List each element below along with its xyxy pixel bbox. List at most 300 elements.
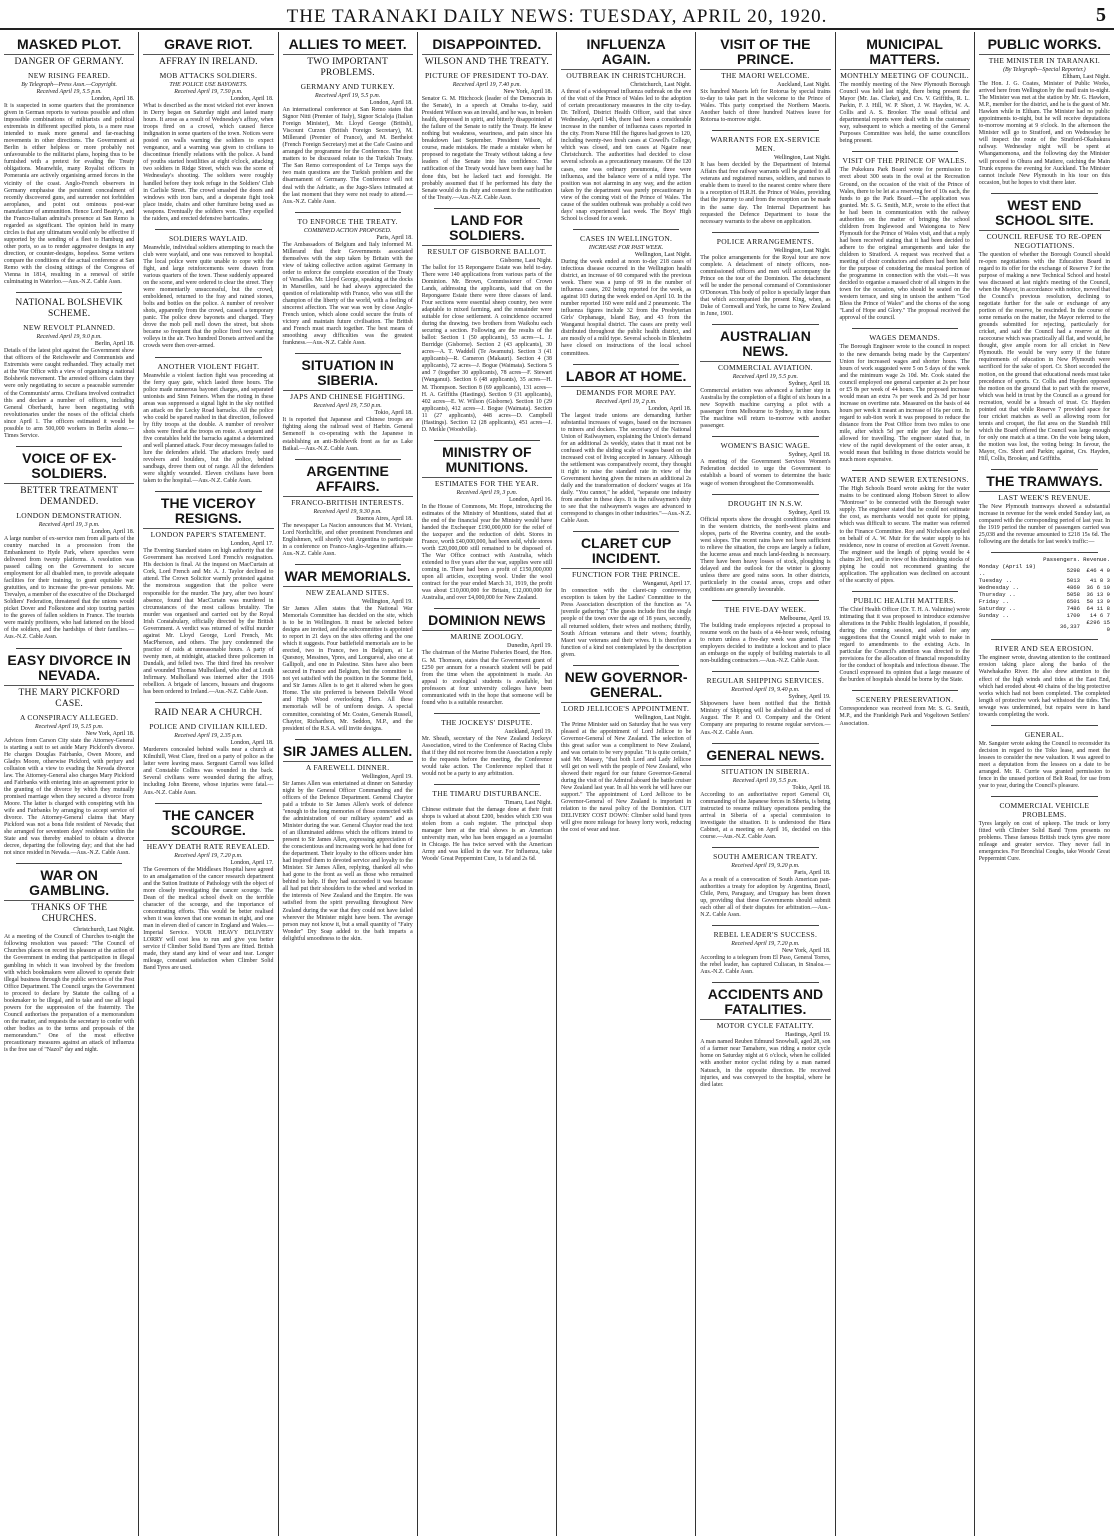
- received-line: Received April 19, 3 p.m.: [456, 489, 518, 496]
- article: [979, 197, 1110, 463]
- article: [143, 807, 273, 973]
- article-body: The Ambassadors of Belgium and Italy informed M. Millerand that their Governments associated themselves with the step taken by Britain with the view of taking collective action against Germany in order to enforce the complete execution of the Treaty of Versailles. Mr. Lloyd George, speaking at the docks in Marseilles, said he had always appreciated the question of relationship with France, who was still the champion of the liberty of the world, with a feeling of sincerest affection. The war was won by close Anglo-French union, which alone could secure the fruits of victory and maintain future civilisation. The British and French must march together. The best means of smoothing away difficulties was the greatest frankness.—Aus.-N.Z. Cable Assn.: [282, 241, 413, 347]
- article: [422, 612, 552, 706]
- section-heading: OUTBREAK IN CHRISTCHURCH.: [566, 71, 687, 80]
- section-heading: ESTIMATES FOR THE YEAR.: [434, 478, 539, 488]
- section-heading: FRANCO-BRITISH INTERESTS.: [291, 497, 405, 507]
- divider: [434, 208, 540, 209]
- section-heading: JAPS AND CHINESE FIGHTING.: [290, 392, 406, 402]
- article: [840, 694, 970, 727]
- article-body: According to a telegram from El Paso, General Torres, the rebel leader, has captured Culiacan, in Sinaloa.—Aus.-N.Z. Cable Assn.: [700, 955, 831, 976]
- article: [700, 36, 830, 124]
- divider: [712, 671, 818, 672]
- dateline: Hastings, April 19.: [785, 1032, 831, 1039]
- article-body: A large number of ex-service men from all parts of the country marched in a procession from the Embankment to Hyde Park, where speeches were delivered from twenty platforms. A resolution was passed calling on the Government to secure employment for all disabled men, to provide adequate facilities for their training, to grant equitable war gratuities, and to increase the pre-war pensions. Mr. Trevalyn, a member of the executive of the Discharged Soldiers' Federation, threatened that the unions would picket Dover and Folkestone and stop touring parties to the graves of fallen soldiers in France. The tourists were mainly profiteers, who had fattened on the blood of the soldiers, and the hardships of their families.—Aus.-N.Z. Cable Assn.: [4, 535, 135, 641]
- article: [422, 788, 552, 863]
- newspaper-title: THE TARANAKI DAILY NEWS: TUESDAY, APRIL 20, 1920.: [286, 6, 828, 27]
- article-body: Meanwhile a violent faction fight was proceeding at the ferry quay gate, which lasted three hours. The police made numerous bayonet charges, and separated unionists and Sinn Feiners. When the rioting in these areas was suppressed a signal light in the sky notified an attack on the Lecky Road barracks. All the police who could be spared rushed in that direction, followed by fifty troops at the double. A number of revolver shots were fired at the troops en route. A sergeant and five constables held the barracks against a determined and well planned attack. Four decoy messages failed to lure the defenders afield. The attackers freely used revolvers and boulders, but the police, behind sandbags, drove them out of range. All the defenders were slightly wounded. Eleven civilians have been taken to the hospital.—Aus.-N.Z. Cable Assn.: [143, 372, 274, 485]
- section-heading: MONTHLY MEETING OF COUNCIL.: [840, 71, 969, 80]
- table-cell: 50 13 9: [1086, 598, 1110, 606]
- article-body: Murderers concealed behind walls near a church at Kilmihill, West Clare, fired on a party of police as the latter were leaving mass. Sergeant Carroll was killed and Constable Collins was wounded in the back. Several civilians were wounded during the affray, including John Breene, whose injuries were fatal.—Aus.-N.Z. Cable Assn.: [143, 747, 274, 796]
- section-heading: WAGES DEMANDS.: [869, 333, 941, 343]
- section-heading: ANOTHER VIOLENT FIGHT.: [157, 361, 260, 371]
- table-cell: [979, 556, 1043, 563]
- headline: PUBLIC WORKS.: [979, 36, 1110, 55]
- divider: [991, 552, 1098, 553]
- divider: [434, 440, 540, 441]
- divider: [295, 212, 401, 213]
- received-line: Received April 19, 5.5 p.m.: [315, 93, 381, 99]
- divider: [712, 925, 818, 926]
- received-line: Received April 19, 7.20 p.m.: [731, 941, 800, 948]
- headline: GENERAL NEWS.: [700, 747, 830, 766]
- article: [4, 296, 134, 440]
- dateline: Gisborne, Last Night.: [500, 257, 552, 264]
- article: [4, 652, 134, 858]
- dateline: Tokio, April 18.: [374, 410, 413, 417]
- article: [700, 851, 830, 919]
- article: [561, 368, 691, 526]
- article: [283, 463, 413, 558]
- received-line: Received April 19, 3 p.m.: [38, 521, 100, 528]
- article: [283, 568, 413, 733]
- headline: WEST END SCHOOL SITE.: [979, 197, 1110, 231]
- section-heading: POLICE ARRANGEMENTS.: [716, 236, 814, 246]
- section-heading: THE MAORI WELCOME.: [721, 71, 810, 80]
- section-heading: COMMERCIAL AVIATION.: [717, 363, 813, 373]
- divider: [712, 600, 818, 601]
- dateline: Wellington, April 19.: [361, 773, 413, 780]
- article: [700, 675, 830, 736]
- table-row: [979, 612, 1110, 619]
- dateline: London, April 17.: [230, 541, 274, 548]
- received-line: Received April 19, 9.0 p.m.: [36, 334, 102, 341]
- article-body: The Governors of the Middlesex Hospital have agreed to an amalgamation of the cancer research department and the Sutton Institute of Pathology with the object of more closely investigating the cancer scourge. The Dean of the medical school dwelt on the terrible character of the scourge, and the importance of concentrating efforts. This would be better realised when it was known that one woman in eight, and one man in eleven died of cancer in England and Wales.—Imperial Service. YOUR HEAVY DELIVERY LORRY will cost less to run and give you better service if Climber Solid Band Tyres are fitted. British made, they stand any kind of wear and tear. Longer mileage, constant satisfaction when Climber Solid Band Tyres are used.: [143, 866, 274, 972]
- masthead: [0, 0, 1114, 30]
- received-line: Received April 19, 5.5 p.m.: [732, 374, 798, 381]
- received-line: Received April 19, 2.35 p.m.: [174, 733, 243, 740]
- article: [561, 535, 691, 658]
- article: [4, 36, 134, 286]
- section-heading: FUNCTION FOR THE PRINCE.: [571, 570, 681, 580]
- headline: VISIT OF THE PRINCE.: [700, 36, 830, 70]
- section-heading: NEW REVOLT PLANNED.: [23, 323, 116, 333]
- divider: [852, 151, 958, 152]
- article: [283, 743, 413, 943]
- article-body: According to an authoritative report General Oi, commanding of the Japanese forces in Siberia, is being instructed to resume military operations pending the arrival in Siberia of a special commission to investigate the situation. It is understood the Hara Cabinet, at a meeting on April 16, decided on this course.—Aus.-N.Z. Cable Assn.: [700, 791, 831, 840]
- article-body: A meeting of the Government Services Women's Federation decided to urge the Government to establish a board of women to determine the basic wage of women throughout the Commonwealth.: [700, 459, 831, 487]
- article-body: Details of the latest plot against the Government show that officers of the Reichswehr and Communists and Extremists were caught redhanded. They actually met at the War Office with a view of organising a national Bolshevik movement. The arrested officers claim they were only negotiating to secure a peaceable surrender of the Communists' arms. Civilians involved contradict this and declare a number of officers, including General Oberhardt, have been negotiating with revolutionaries under the noses of the official chiefs since April 1. The officers estimated it would be possible to arm 500,000 workers in Berlin alone.—Times Service.: [4, 348, 135, 439]
- section-heading: A CONSPIRACY ALLEGED.: [19, 712, 119, 722]
- article: [979, 473, 1110, 546]
- table-cell: Tuesday ..: [978, 577, 1013, 585]
- article: [143, 706, 273, 796]
- dateline: Sydney, April 18.: [788, 452, 831, 459]
- table-cell: 36 6 10: [1086, 584, 1110, 592]
- article: [700, 328, 830, 430]
- article: [979, 36, 1110, 187]
- subheadline: THE MARY PICKFORD CASE.: [18, 687, 120, 709]
- article-body: During the week ended at noon to-day 218 cases of infectious disease occurred in the Wellington health district, an increase of 60 compared with the previous week. There was a jump of 99 in the number of influenza cases, 202 being reported for the week, as against 103 during the week ended on April 10. In the number reported 160 were mild and 2 pneumonic. The influenza figures include 32 from the Presbyterian Girls' Orphanage, Island Bay, and 43 from the Wanganui hospital district. The cases are pretty well distributed throughout the public health district, and are mostly of a mild type. Several schools in Blenheim have closed on instructions of the local school committees.: [561, 258, 692, 357]
- table-cell: 36 13 9: [1086, 591, 1110, 599]
- page-number: 5: [1096, 4, 1106, 26]
- article: [561, 233, 691, 358]
- article: [840, 36, 970, 145]
- article-body: The Prime Minister said on Saturday that he was very pleased at the appointment of Lord Jellicoe to be Governor-General of New Zealand. The selection of this great sailor was a compliment to New Zealand, and was certain to be very popular. "It is quite certain," said Mr. Massey, "that both Lord and Lady Jellicoe will get on well with the people of New Zealand, who showed their regard for our future Governor-General during the visit of the Admiral aboard the battle cruiser New Zealand last year. In all his work he will have our support." The appointment of Lord Jellicoe to be Governor-General of New Zealand is important in relation to the naval policy of the Dominion. CUT DELIVERY COST DOWN: Climber solid band tyres will give more mileage for heavy lorry work, reducing the cost of wear and tear.: [561, 721, 692, 834]
- section-heading: DROUGHT IN N.S.W.: [727, 498, 803, 508]
- section-heading: DEMANDS FOR MORE PAY.: [576, 387, 677, 397]
- table-row: [979, 598, 1110, 605]
- section-heading: VISIT OF THE PRINCE OF WALES.: [842, 156, 967, 166]
- article-body: Official reports show the drought conditions continue in the western districts, the north-west plains and slopes, parts of the Riverina country, and the south-west slopes. The recent rains have not been sufficient to relieve the situation, the crops are largely a failure, the lucerne areas and much land-feeding is necessary. There have been heavy losses of stock, ploughing is delayed and the outlook for the winter is gloomy unless there are good rains soon. In other districts, particularly in the coastal areas, crops and other conditions are generally favourable.: [700, 516, 831, 594]
- dateline: Sydney, April 19.: [788, 509, 831, 516]
- article: [700, 440, 830, 487]
- article-body: The chairman of the Marine Fisheries Board, the Hon. G. M. Thomson, states that the Government grant of £250 per annum for a research student will be paid from the time when the appointment is made. An appeal to zoological students is available, but professors at four university colleges have been communicated with in the hope that someone will be found who is a suitable researcher.: [421, 650, 552, 706]
- dateline: New York, April 18.: [781, 948, 831, 955]
- article-body: The ballot for 15 Repongaere Estate was held to-day. There were 140 applications from various parts of the Dominion. Mr. Brown, Commissioner of Crown Lands, addressing the applicants, said that on the Repongaere Estate there were three classes of land. Four sections were essential sheep country, two were adaptable to mixed farming, and the remainder were suitable for close settlement. A coincidence occurred during the drawing, two brothers from Waikohu each securing a section. Following are the results of the ballot: Section 1 (50 applicants), 53 acres—L. J. Burridge (Gisborne). Section 2 (43 applicants), 30 acres—A. T. Waddell (Te Awamutu). Section 3 (41 applicants)—R. Cameron (Makauri). Section 4 (38 applicants), 72 acres—J. Bogue (Waimata). Sections 5 and 7 (together 30 applicants), 78 acres—F. Stewart (Wanganui). Section 6 (48 applicants), 35 acres—H. M. Thompson. Section 8 (69 applicants), 131 acres—H. A. Griffiths (Hastings). Section 9 (31 applicants), 402 acres—E. W. Wilson (Gisborne). Section 10 (29 applicants), 412 acres—J. Bogue (Waimata). Section 11 (27 applicants), 448 acres—D. Campbell (Hastings). Section 12 (28 applicants), 451 acres—J. D. Meikle (Woodville).: [421, 264, 552, 433]
- article-body: Mr. Sheath, secretary of the New Zealand Jockeys' Association, wired to the Conference of Racing Clubs that if they did not receive from the Association a reply to the requests before the meeting, the Conference would take action. The Conference replied that it would not be a party to any arbitration.: [421, 735, 552, 778]
- dateline: London, April 18.: [91, 528, 135, 535]
- table-cell: 5298: [1066, 566, 1081, 574]
- section-heading: WATER AND SEWER EXTENSIONS.: [840, 475, 969, 485]
- dateline: New York, April 18.: [85, 730, 135, 737]
- article-body: Chinese estimate that the damage done at their fruit shops is valued at about £200, besides which £30 was stolen from a cash register. The principal shop manager here at the trial shows is an American university man, who has been engaged as a journalist in Chicago. He has twice served with the American Army and was killed in the war. For Influenza, take Woods' Great Peppermint Cure, 1s 6d and 2s 6d.: [421, 807, 552, 863]
- received-line: Received April 19, 7.50 p.m.: [313, 403, 382, 410]
- subheadline: TWO IMPORTANT PROBLEMS.: [307, 57, 388, 78]
- received-line: Received April 19, 2 p.m.: [595, 398, 657, 405]
- divider: [852, 328, 958, 329]
- headline: DISAPPOINTED.: [422, 36, 552, 55]
- section-heading: NEW ZEALAND SITES.: [305, 587, 390, 597]
- article: [283, 216, 413, 348]
- article: [700, 747, 830, 841]
- headline: MUNICIPAL MATTERS.: [840, 36, 970, 70]
- article-body: It is reported that Japanese and Chinese troops are fighting along the railroad west of Harbin. General Semenoff is co-operating with the Japanese in establishing an anti-Bolshevik front as far as Lake Baikal.—Aus.-N.Z. Cable Assn.: [282, 417, 413, 452]
- section-heading: THE TIMARU DISTURBANCE.: [432, 789, 542, 799]
- headline: CLARET CUP INCIDENT.: [561, 535, 691, 569]
- dateline: London, April 17.: [230, 859, 274, 866]
- section-heading: LAST WEEK'S REVENUE.: [998, 493, 1091, 503]
- section-heading: NEW RISING FEARED.: [28, 71, 111, 80]
- dateline: Wellington, Last Night.: [773, 155, 831, 162]
- divider: [295, 564, 401, 565]
- newspaper-columns: [0, 32, 1114, 1536]
- table-cell: Thursday ..: [978, 591, 1016, 599]
- byline: (By Telegraph—Special Reporter.): [1003, 67, 1086, 73]
- section-heading: SCENERY PRESERVATION.: [855, 695, 954, 705]
- article: [4, 450, 134, 642]
- article-body: The largest trade unions are demanding further substantial increases of wages, based on the increases to miners and dockers. The secretary of the National Union of Railwaymen, explaining the Union's demand for an additional 2s weekly, states that it must not be confused with the sliding scale of wages based on the increased cost of living accepted in January. Although the settlement was comparatively recent, they thought it right to raise the standard rate in view of the Government having given the miners an additional 2s daily and the transformation of dockers' wages at 16s daily. "You cannot," he added, "separate one industry from another in these days. It is the railwaymen's duty to see that the railwaymen's wages are advanced to correspond to changes in other industries."—Aus.-N.Z. Cable Assn.: [561, 412, 692, 525]
- dateline: London, April 18.: [91, 96, 135, 102]
- article: [4, 867, 134, 1054]
- article-body: What is described as the most wicked riot ever known in Derry began on Saturday night and lasted many hours. It arose as a result of Wednesday's affray, when troops fired on a crowd, which caused fierce indignation in some quarters of the town. Notices were posted on walls warning the soldiers to expect vengeance, and a warning was given to civilians to discontinue friendly relations with the police. A band of youths started hostilities at eight o'clock, attacking two soldiers in Ridge Street, which was the scene of Wednesday's shooting. The soldiers were roughly handled before they took refuge in the Soldiers' Club in Carlisle Street. The crowd smashed the doors and windows with iron bars, and a desperate fight took place inside, chairs and other furniture being used as weapons. Eventually the soldiers won. They expelled the raiders, and erected defensive barricades.: [143, 103, 274, 222]
- article-body: Commercial aviation was advanced a further step in Australia by the completion of a flight of six hours in a new Sopwith machine carrying a pilot with a passenger from Melbourne to Sydney, in nine hours. The machine will return to-morrow with another passenger.: [700, 388, 831, 430]
- divider: [852, 591, 958, 592]
- byline: COMBINED ACTION PROPOSED.: [303, 227, 392, 234]
- received-line: Received April 19, 7.20 p.m.: [174, 852, 243, 859]
- dateline: Sydney, April 18.: [788, 381, 831, 388]
- article: [422, 717, 552, 778]
- section-heading: COMMERCIAL VEHICLE PROBLEMS.: [999, 801, 1090, 820]
- article-body: The question of whether the Borough Council should re-open negotiations with the Education Board in regard to its offer for the exchange of Reserve 7 for the purpose of making a new Technical School and hostel was discussed at last night's meeting of the Council, when the Mayor, in accordance with notice, moved that the Council's previous resolution, declining to negotiate further for the sale or exchange of any portion of the reserve, be rescinded. In the course of some remarks on the matter, the Mayor referred to the grounds submitted for rejecting, particularly for cricket, and said the Council had a reserve at the racecourse which was practically all flat, and would, he thought, give ample room for all cricket in New Plymouth. He would be very sorry if the future requirements of education in New Plymouth were sacrificed for the sake of sport. Cr. Short seconded the motion, on the ground that educational needs must take precedence of sports. Cr. Collis and Hayden opposed the motion on the ground that to part with the reserve, which was held in trust by the Council as a ground for recreation, would be a breach of trust. Cr. Hayden pointed out that while Reserve 7 provided space for four cricket matches as well as allowing room for tennis and croquet, the flat area on the Standish Hill which the Board offered the Council was large enough for only one match at a time. On the vote being taken, the motion was lost, the voting being: In favour, the Mayor, Crs. Short and Parkin; against, Crs. Hayden, Hill, Collis, Brooker, and Griffiths.: [978, 251, 1110, 463]
- section-heading: SOUTH AMERICAN TREATY.: [713, 851, 818, 861]
- article: [143, 361, 273, 486]
- article-body: The High Schools Board wrote asking for the water mains to be continued along Hobson Street to allow "Montrose" to be connected with the Borough water supply. The engineer stated that he could not estimate the cost, as merchants would not quote for piping, which was difficult to secure. The matter was referred to the Finance Committee. Roy and Nicholson applied on behalf of A. W. Muir for the water supply to his residence, now in course of erection at Govett Avenue. The engineer said the length of piping would be 4 chains 20 feet, and in view of his diminishing stocks of piping he could not recommend granting the application. The application was declined on account of the scarcity of pipes.: [839, 486, 970, 584]
- subheadline: BETTER TREATMENT DEMANDED.: [20, 485, 118, 507]
- headline: LAND FOR SOLDIERS.: [422, 212, 552, 246]
- section-heading: SITUATION IN SIBERIA.: [721, 766, 810, 776]
- divider: [712, 494, 818, 495]
- dateline: Berlin, April 18.: [94, 341, 135, 348]
- dateline: Wellington, Last Night.: [634, 714, 692, 721]
- headline: ALLIES TO MEET.: [283, 36, 413, 55]
- section-heading: THE JOCKEYS' DISPUTE.: [441, 717, 533, 727]
- section-heading: THE MINISTER IN TARANAKI.: [988, 56, 1101, 65]
- table-header: [979, 556, 1110, 563]
- divider: [155, 357, 261, 358]
- section-heading: RIVER AND SEA EROSION.: [995, 644, 1094, 654]
- table-cell: 4860: [1066, 584, 1081, 592]
- article: [422, 36, 552, 202]
- headline: INFLUENZA AGAIN.: [561, 36, 691, 70]
- article: [283, 36, 413, 206]
- dateline: Tokio, April 18.: [792, 784, 831, 791]
- article-body: The Borough Engineer wrote to the council in respect to the new demands being made by the Carpenters' Union for increased wages and shorter hours. The hours of work suggested were 5 on 5 days of the week and the minimum wage 2s 10d. Mr. Cook stated the council employed one general carpenter at 2s per hour or £5 8s per week of 44 hours. The proposed increase would mean an extra 7s per week and 2s 3d per hour increase on overtime rate. Measured on the basis of 44 hours per week it meant an increase of 16s per cent. In regard to sub-tion work it was proposed to reduce the distance from the Post Office from two miles to one mile, after which 5d per mile per day had to be allowed for travelling. The engineer stated that, in view of the rapid development of the outer areas, it would mean that building in those districts would be much more expensive.: [839, 344, 970, 464]
- section-heading: MOTOR CYCLE FATALITY.: [716, 1021, 814, 1031]
- dateline: London, April 18.: [369, 100, 413, 106]
- article-body: Tyres largely on cost of upkeep. The truck or lorry fitted with Climber Solid Band Tyres presents no problems. These famous British truck tyres give more mileage and greater service. They never fail in emergencies. For Bronchial Coughs, take Woods' Great Peppermint Cure.: [978, 821, 1110, 863]
- article: [840, 595, 970, 685]
- dateline: Wanganui, April 17.: [642, 581, 692, 588]
- section-heading: LORD JELLICOE'S APPOINTMENT.: [563, 703, 690, 713]
- subheadline: NATIONAL BOLSHEVIK SCHEME.: [15, 298, 123, 320]
- received-line: Received April 19, 9.30 p.m.: [313, 508, 382, 515]
- dateline: Wellington, Last Night.: [773, 247, 831, 254]
- table-row: [979, 563, 1110, 577]
- byline: INCREASE FOR PAST WEEK.: [588, 244, 664, 251]
- divider: [573, 229, 679, 230]
- byline: By Telegraph—Press Assn.—Copyright.: [21, 82, 118, 88]
- table-cell: 5013: [1066, 577, 1081, 585]
- table-cell: 6501: [1066, 598, 1081, 606]
- divider: [852, 470, 958, 471]
- table-cell: 41 8 3: [1089, 577, 1110, 585]
- table-cell: 7486: [1066, 605, 1081, 613]
- section-heading: HEAVY DEATH RATE REVEALED.: [146, 841, 270, 851]
- article: [840, 332, 970, 464]
- dateline: Timaru, Last Night.: [504, 800, 552, 807]
- section-heading: GERMANY AND TURKEY.: [300, 82, 395, 91]
- table-row: [979, 577, 1110, 584]
- table-cell: [979, 619, 1043, 633]
- article-body: The Chief Health Officer (Dr. T. H. A. Valintine) wrote intimating that it was proposed to introduce extensive alterations in the Public Health legislation, if possible, during the coming session, and asked for any suggestions that the Council might wish to make in regard to amendments to the existing Acts. In particular the Council's attention was directed to the provisions for the allocation of financial responsibility for the conduct of hospitals and infectious disease. The Council expressed its opinion that a large measure of the burden of hospitals should be borne by the State.: [839, 606, 970, 684]
- table-cell: 1709: [1066, 612, 1081, 620]
- section-heading: LONDON PAPER'S STATEMENT.: [150, 530, 267, 540]
- section-heading: TO ENFORCE THE TREATY.: [297, 216, 398, 226]
- headline: THE CANCER SCOURGE.: [143, 807, 273, 841]
- table-cell: Passengers.: [1043, 556, 1081, 564]
- dateline: Eltham, Last Night.: [1062, 74, 1110, 80]
- article: [979, 643, 1110, 718]
- article-body: A man named Reuben Edmund Snowball, aged 28, son of a farmer near Tamahere, was riding a motor cycle home on Saturday night at 6 o'clock, when he collided with another motor cyclist riding by a man named Natusch, in the opposite direction. He received injuries, and was conveyed to the hospital, where he died later.: [700, 1039, 831, 1088]
- section-heading: CASES IN WELLINGTON.: [580, 233, 673, 243]
- article-body: It has been decided by the Department of Internal Affairs that free railway warrants will be granted to all veterans and registered nurses, soldiers, and nurses to enable them to travel to the nearest centre where there is a reception of H.R.H. the Prince of Wales, providing that the journey to and from the reception can be made in the same day. The Internal Department has requested the Defence Department to issue the necessary warrants to the above on application.: [700, 162, 831, 225]
- headline: THE TRAMWAYS.: [979, 473, 1110, 492]
- headline: MASKED PLOT.: [4, 36, 134, 55]
- section-heading: THE FIVE-DAY WEEK.: [724, 605, 807, 615]
- section-heading: REGULAR SHIPPING SERVICES.: [706, 676, 825, 686]
- divider: [16, 863, 122, 864]
- article: [700, 498, 830, 595]
- divider: [991, 725, 1098, 726]
- article: [283, 357, 413, 452]
- article: [561, 669, 691, 835]
- table-total: [979, 619, 1110, 633]
- article-body: A threat of a widespread influenza outbreak on the eve of the visit of the Prince of Wales led to the adoption of certain precautionary measures in the city to-day. Dr. Telford, District Health Officer, said that since Wednesday, April 14th, there had been a considerable increase in the number of influenza cases reported in the city. From Nurse Hill the figures had grown to 120, including twenty-two fresh cases at Cowell's College, which was closed, and ten cases at Ngaire near Christchurch. The authorities had decided to close several schools as a precautionary measure. Of the 120 cases, one was ordinary pneumonia, three were influenza, and the balance were of a mild type. The position was not alarming in any way, and the action taken by the department was purely precautionary in view of the coming visit of the Prince of Wales. The cause of the sudden outbreak was probably a cold two days' snap experienced last week. The Boys' High School is closed for a week.: [561, 89, 692, 222]
- received-line: Received April 19, 5.5 p.m.: [36, 89, 102, 95]
- article-body: The Pukekura Park Board wrote for permission to erect about 300 seats in the oval at the Recreation Ground, on the occasion of the visit of the Prince of Wales, there to be let at a reserving fee of 10s each, the funds to go the Park Board.—The application was granted. Mr. S. G. Smith, M.P., wrote to the effect that he had been in communication with the railway authorities on the matter of bringing the school children from Inglewood and Waiongona to New Plymouth for the Prince of Wales visit, and that a reply had been received stating that it had been decided to adhere to the original arrangements and take the children to Stratford. A request was received that a meeting of choir conductors and others had been held for the purpose of considering the musical portion of the programme in connection with the visit.—It was decided to organise a massed choir of all singers in the town for the occasion, who should be seated on the western terrace, and sing in unison the anthem "God Bless the Prince of Wales" and the chorus of the song "Land of Hope and Glory." The proposal received the approval of the council.: [839, 167, 970, 322]
- article: [700, 134, 830, 225]
- headline: GRAVE RIOT.: [143, 36, 273, 55]
- divider: [295, 353, 401, 354]
- dateline: Melbourne, April 19.: [779, 616, 831, 623]
- headline: SIR JAMES ALLEN.: [283, 743, 413, 762]
- dateline: Auckland, April 19.: [504, 728, 552, 735]
- article-body: The Evening Standard states on high authority that the Government has received Lord French's resignation. His decision is final. At the inquest on MacCurtain at Cork, Lord French and Mr. A. J. Taylor declined to attend. The Crown Solicitor warmly protested against the monstrous suggestion that the police were responsible for the murder. The jury, after two hours' absence, found that MacCurtain was murdered in circumstances of the most callous brutality. The murder was organised and carried out by the Royal Irish Constabulary, officially directed by the British Government. A verdict was returned of wilful murder against Mr. Lloyd George, Lord French, Mr. MacPherson, and others. The jury condemned the practice of raids at unreasonable hours. A party of twenty men, at midnight, attacked three policemen in Dundalk, and felled two. The third fired his revolver and wounded Thomas Mulholland, who died at Louth Infirmary. Mulholland was interned after the 1916 rebellion. A brigade of lancers, hussars and dragoons has been ordered to Ireland.—Aus.-N.Z. Cable Assn.: [143, 548, 274, 696]
- article: [700, 929, 830, 976]
- article: [700, 236, 830, 318]
- subheadline: DANGER OF GERMANY.: [14, 57, 124, 67]
- dateline: Buenos Aires, April 18.: [356, 515, 413, 522]
- section-heading: A FAREWELL DINNER.: [305, 762, 390, 772]
- dateline: Dunedin, April 19.: [507, 643, 552, 650]
- divider: [295, 739, 401, 740]
- headline: LABOR AT HOME.: [561, 368, 691, 387]
- dateline: London, April 18.: [648, 405, 692, 412]
- article-body: The police arrangements for the Royal tour are now complete. A detachment of ninety officers, non-commissioned officers and men will accompany the Prince on the tour of the Dominion. The detachment will be under the personal command of Commissioner O'Donovan. This body of police is specially larger than that which accompanied the present King, when, as Duke of Cornwall and York, he came to New Zealand in June, 1901.: [700, 254, 831, 318]
- headline: EASY DIVORCE IN NEVADA.: [4, 652, 134, 686]
- byline: THE POLICE USE BAYONETS.: [169, 82, 248, 88]
- section-heading: SOLDIERS WAYLAID.: [168, 233, 248, 243]
- received-line: Received April 19, 5.15 p.m.: [35, 723, 104, 730]
- received-line: Received April 19, 7.40 p.m.: [452, 82, 521, 88]
- received-line: Received April 19, 7.50 p.m.: [174, 89, 243, 95]
- subheadline: THANKS OF THE CHURCHES.: [30, 903, 108, 925]
- divider: [712, 743, 818, 744]
- column-6: [696, 32, 835, 1536]
- article-body: Sir James Allen was entertained at dinner on Saturday night by the General Officer Commanding and the officers of the Defence Department. General Chaytor paid a tribute to Sir James Allen's work of defence "enough to the long memories of those connected with the administration of our military system" and as Minister during the war. General Chaytor read the text of an illuminated address which the officers intend to present to Sir James Allen, expressing appreciation of the conscientious and increasing work he had done for the department. Their loyalty to the officers under him had inspired them to devoted service and loyalty to the Minister. Sir James Allen, replying, thanked all who had gone to the front as well as those who remained behind to help. If they had succeeded it was because all had put their shoulders to the wheel and worked in the interests of New Zealand and the Empire. He was satisfied from the spirit prevailing throughout New Zealand during the war that they could not have failed wherever the Minister might have been. The average person may not know it, but a small quantity of "Fairy Wonder" Dry Soap added to the bath imparts a delightful smoothness to the skin.: [282, 780, 413, 942]
- dateline: London, April 16.: [509, 496, 552, 503]
- table-row: [979, 591, 1110, 598]
- article-body: In connection with the claret-cup controversy, exception is taken by the Ladies' Committee to the Press Association description of the function as "A juvenile gathering." The guests include first the single people of the town over the age of 18 years, secondly, all returned soldiers, their wives and mothers; thirdly, South African veterans and their wives; fourthly, Maori war veterans and their wives. It is therefore a function of a kind not contemplated by the description given.: [561, 588, 692, 658]
- subheadline: WILSON AND THE TREATY.: [424, 57, 549, 67]
- divider: [573, 531, 679, 532]
- headline: DOMINION NEWS: [422, 612, 552, 631]
- table-row: [979, 605, 1110, 612]
- headline: VOICE OF EX-SOLDIERS.: [4, 450, 134, 484]
- section-heading: WARRANTS FOR EX-SERVICE MEN.: [710, 135, 821, 154]
- column-5: [557, 32, 696, 1536]
- divider: [295, 459, 401, 460]
- article-body: An international conference at San Remo states that Signor Nitti (Premier of Italy), Signor Scialoja (Italian Foreign Minister), Mr. Lloyd George (British), Viscount Curzon (British Foreign Secretary), M. Millerand (Premier of France), and M. Berthelot (French Foreign Secretary) met at the Cafe Casino and arranged the programme for the Conference. The first matters to be discussed relate to the Turkish Treaty. The San Remo correspondent of Le Temps says the two main questions are the Turkish problem and the disarmament of Germany. The Conference will not deal with the Adriatic, as the Jugo-Slavs intimated at the last moment that they were not ready to attend.—Aus.-N.Z. Cable Assn.: [282, 107, 413, 205]
- dateline: Paris, April 18.: [794, 869, 831, 876]
- column-9: [975, 32, 1114, 1536]
- dateline: London, April 18.: [230, 96, 274, 102]
- divider: [434, 608, 540, 609]
- article: [840, 155, 970, 322]
- table-cell: Monday (April 19) ..: [978, 563, 1036, 578]
- section-heading: MARINE ZOOLOGY.: [450, 632, 524, 642]
- divider: [991, 639, 1098, 640]
- article-body: In the House of Commons, Mr. Hope, introducing the estimates of the Ministry of Munitions, stated that at the end of the financial year the Ministry would have handed the Exchequer £190,000,000 for the relief of the taxpayer and the reduction of debt. Stores in France, worth £40,000,000, had been sold, while stores worth £20,000,000 still remained to be disposed of. The War Office contract with Australia, which extended to five years after the war, supplies were still coming in. There had been a profit of £150,000,000 upon all articles, excepting wool. Under the wool contract for the year ended March 31, 1919, the profit was about £10,000,000 for Britain, £12,000,000 for Australia, and over £4,000,000 for New Zealand.: [421, 503, 552, 602]
- article: [979, 800, 1110, 863]
- article-body: Senator G. M. Hitchcock (leader of the Democrats in the Senate), in a speech at Omaha to-day, said President Wilson was an invalid, and he was, in broken health, depressed in spirit, and bitterly disappointed at the failure of the Senate to ratify the Treaty. He knew nothing but weakness, weariness, and pain since his breakdown last September. President Wilson, of course, made mistakes. He made a mistake when he proposed to negotiate the Treaty without taking a few leaders of the Senate into his confidence. The ratification of the Treaty would have been easy had he done this, but he lacked tact and foresight. He probably assumed that if he performed his duty the Senate would do its duty and consent to the ratification of the Treaty.—Aus.-N.Z. Cable Assn.: [421, 96, 552, 201]
- section-heading: GENERAL.: [1024, 729, 1065, 739]
- dateline: Auckland, Last Night.: [777, 82, 831, 88]
- revenue-table: [979, 556, 1110, 633]
- column-2: [139, 32, 278, 1536]
- table-cell: Wednesday ..: [978, 584, 1020, 592]
- article-body: Meanwhile, individual soldiers attempting to reach the club were waylaid, and one was removed to hospital. The local police were quite unable to cope with the fight, and large reinforcements were drawn from various quarters of the town. These suddenly appeared on the scene, and were ordered to clear the street. They were momentarily unsuccessful, but the crowd, emboldened, returned to the fray and rained stones, bolts and bottles on the police. A number of revolver shots, apparently from the crowd, caused a temporary panic. The police drew bayonets and charged. They drove the mob pell mell down the street, but shots became so frequent that the police fired two warning volleys in the air. Two hundred Dorsets arrived and the crowds were then over-armed.: [143, 244, 274, 350]
- divider: [712, 436, 818, 437]
- article-body: Shipowners have been notified that the British Ministry of Shipping will be abolished at the end of August. The P. and O. Company and the Orient Company are preparing to resume regular services.—Aus.-N.Z. Cable Assn.: [700, 701, 831, 736]
- article: [840, 474, 970, 585]
- dateline: Christchurch, Last Night.: [73, 927, 135, 934]
- article-body: Mr. Sangster wrote asking the Council to reconsider its decision in regard to the Toko lease, and meet the lessees to consider the new valuation. It was agreed to meet a deputation from the lessees on a date to be arranged. Mr. R. Currie was granted permission to fence in the unused portion of Belt Road, for use from year to year, during the Council's pleasure.: [978, 740, 1110, 790]
- headline: SITUATION IN SIBERIA.: [283, 357, 413, 391]
- headline: AUSTRALIAN NEWS.: [700, 328, 830, 362]
- dateline: Paris, April 18.: [376, 234, 413, 241]
- article-body: Sir James Allen states that the National War Memorials Committee has decided on the site, which is to be in Wellington. It must be selected before designs are invited, and the subcommittee is appointed to report in 21 days on the sites offering and the one which it suggests. Four battlefield memorials are to be erected, two in France, two in Belgium, at Le Quesnoy, Messines, Ypres, and Longueval, also one at Gallipoli, and one in Palestine. Sites have also been secured in France and Belgium, but the committee is not yet satisfied with the position in the Somme field, and Sir James Allen is to get it altered when he goes Home. The site preferred is between Delville Wood and High Wood overlooking Flers. All these memorials will be of uniform design. A special committee, consisting of Mr. Coates, Generals Russell, Chaytor, Richardson, Mr. Seddon, M.P., and the president of the R.S.A. will invite designs.: [282, 605, 413, 732]
- column-7: [836, 32, 975, 1536]
- section-heading: PICTURE OF PRESIDENT TO-DAY.: [424, 71, 549, 80]
- divider: [434, 713, 540, 714]
- article-body: Six hundred Maoris left for Rotorua by special trains to-day to take part in the welcome to the Prince of Wales. This party comprised the Northern Maoris. Another batch of three hundred Natives leave for Rotorua to-morrow night.: [700, 89, 831, 124]
- divider: [155, 803, 261, 804]
- table-cell: 5058: [1066, 591, 1081, 599]
- table-row: [979, 584, 1110, 591]
- divider: [573, 364, 679, 365]
- article-body: The building trade employees rejected a proposal to resume work on the basis of a 44-hour week, refusing to return unless a five-day week was granted. The employers decided to institute a lockout and to place an embargo on the supply of building materials to all non-building contractors.—Aus.-N.Z. Cable Assn.: [700, 623, 831, 665]
- column-4: [418, 32, 557, 1536]
- article: [422, 212, 552, 434]
- divider: [991, 193, 1098, 194]
- divider: [434, 784, 540, 785]
- section-heading: COUNCIL REFUSE TO RE-OPEN NEGOTIATIONS.: [986, 231, 1103, 250]
- article: [561, 36, 691, 223]
- received-line: Received April 19, 5.5 p.m.: [732, 777, 798, 784]
- headline: THE VICEROY RESIGNS.: [143, 495, 273, 529]
- table-cell: 14 6 7: [1089, 612, 1110, 620]
- divider: [991, 796, 1098, 797]
- article-body: The engineer wrote, drawing attention to the continued erosion taking place along the banks of the Waiwhakaiho River. He also drew attention to the effect of the high winds and tides at the East End, which had eroded about 40 chains of the big protective works which had not been completed. The completed length of protective work had withstood the tides. The sewage was undermined, but repairs were in hand towards completing the work.: [978, 655, 1110, 718]
- dateline: New York, April 18.: [503, 89, 552, 95]
- section-heading: WOMEN'S BASIC WAGE.: [720, 441, 811, 451]
- article-body: The monthly meeting of the New Plymouth Borough Council was held last night, there being present the Mayor (Mr. Jas. Clarke), and Crs. V. Griffiths, R. L. Parkin, F. J. Hill, W. P. Short, J. W. Hayden, W. A. Collis and A. S. Brooker. The usual official and departmental reports were dealt with in the customary way, subsequent to which a meeting of the General Purposes Committee was held, the same councillors being present.: [839, 82, 970, 145]
- section-heading: LONDON DEMONSTRATION.: [16, 510, 122, 520]
- article-body: As a result of a convocation of South American pan-authorities a treaty for adoption by Argentina, Brazil, Chile, Peru, Paraguay, and Uruguay has been drawn up, providing that these Governments should submit each other all of their disputes for arbitration.—Aus.-N.Z. Cable Assn.: [700, 876, 831, 919]
- article-body: It is suspected in some quarters that the prominence given in German reports to various possible and often impossible combinations of militarists and political extremists in different specified plots, is a mere ruse intended to mask more general and far-reaching movements in other directions. The Government at Berlin is either helpless or more probably not unfavourable to the militarist plans, hoping thus to be furnished with a pretext for evading the Treaty obligations. Meanwhile, many Royalist officers in Pomerania are actively organising armed forces in the vicinity of the coast. Anglo-French observers in Germany emphasise the persistent concealment of recently discovered guns, and surrender not forbidden aeroplanes, and point out ominous post-war manufacture of ammunition. Hence Lord Beatty's, and the Franco-Italian admiral's presence at San Remo is regarded as significant. The opinion held in many circles is that any ultimatum would only be effective if supported by the sending of a fleet to Hamburg and other ports, so as to render aggressive designs in any direction, or counter-designs, hopeless. Some writers compare the conditions of the actual conference at San Remo with the closing sittings of the Congress of Vienna in 1814, resulting in a renewal of strife culminating in Waterloo.—Aus.-N.Z. Cable Assn.: [4, 103, 135, 286]
- divider: [155, 702, 261, 703]
- article: [979, 556, 1110, 633]
- divider: [155, 229, 261, 230]
- column-3: [279, 32, 418, 1536]
- dateline: Christchurch, Last Night.: [630, 82, 692, 88]
- headline: WAR MEMORIALS.: [283, 568, 413, 587]
- article-body: The New Plymouth tramways showed a substantial increase in revenue for the week ended Sunday last, as compared with the corresponding period of last year. In the 1919 period the number of passengers carried was 25,038 and the revenue amounted to £218 15s 6d. The following are the details for last week's traffic:—: [978, 504, 1110, 546]
- article-body: The Hon. J. G. Coates, Minister of Public Works, arrived here from Wellington by the mail train to-night. The Minister was met at the station by Mr. G. Hawken, M.P., member for the district, and he is the guest of Mr. Hawken while in Eltham. The Minister had no public appointments to-night, but he will receive deputations to-morrow morning at 9 o'clock. In the afternoon the Minister will go to Stratford, and on Wednesday he will inspect the route of the Stratford-Okahukura railway. Wednesday night will be spent at Whangamomona, and the following day the Minister will proceed to Ohura and Matiere, catching the Main Trunk express the evening for Auckland. The Minister cannot include New Plymouth in his tour on this occasion, but he hopes to visit there later.: [978, 81, 1110, 186]
- article-body: Correspondence was received from Mr. S. G. Smith, M.P., and the Frankleigh Park and Vogeltown Settlers' Association.: [839, 706, 970, 727]
